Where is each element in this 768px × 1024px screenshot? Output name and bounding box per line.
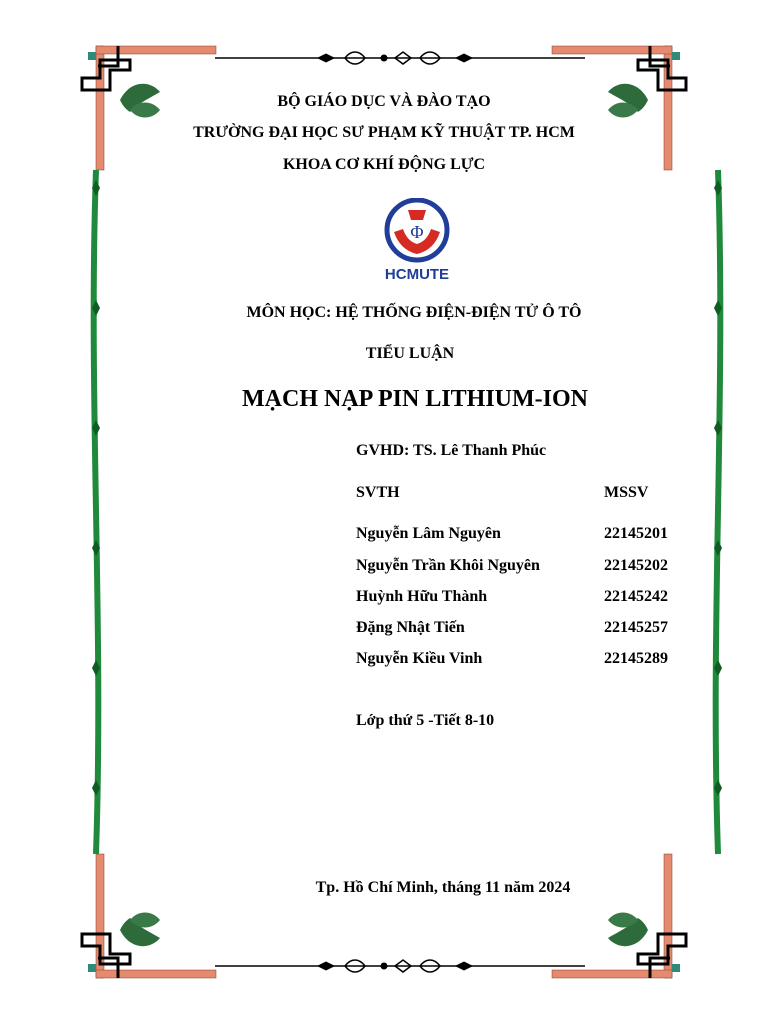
ministry-heading: BỘ GIÁO DỤC VÀ ĐÀO TẠO — [277, 93, 491, 110]
student-name: Đặng Nhật Tiến — [356, 619, 465, 636]
logo-symbol: Φ — [410, 222, 424, 242]
subject-line: MÔN HỌC: HỆ THỐNG ĐIỆN-ĐIỆN TỬ Ô TÔ — [246, 304, 582, 321]
students-header-id: MSSV — [604, 484, 649, 501]
class-info: Lớp thứ 5 -Tiết 8-10 — [356, 712, 495, 729]
university-heading: TRƯỜNG ĐẠI HỌC SƯ PHẠM KỸ THUẬT TP. HCM — [193, 124, 575, 141]
bottom-ornament — [215, 960, 585, 972]
advisor-line: GVHD: TS. Lê Thanh Phúc — [356, 442, 547, 459]
student-name: Nguyễn Trần Khôi Nguyên — [356, 557, 540, 574]
student-id: 22145201 — [604, 525, 668, 542]
corner-bottom-left — [82, 854, 216, 978]
student-id: 22145289 — [604, 650, 668, 667]
right-vine — [714, 170, 722, 854]
place-date: Tp. Hồ Chí Minh, tháng 11 năm 2024 — [315, 879, 571, 896]
document-type: TIỂU LUẬN — [365, 345, 455, 362]
hcmute-logo — [382, 198, 452, 286]
left-vine — [92, 170, 100, 854]
student-id: 22145257 — [604, 619, 668, 636]
corner-bottom-right — [552, 854, 686, 978]
student-name: Nguyễn Lâm Nguyên — [356, 525, 501, 542]
student-id: 22145242 — [604, 588, 668, 605]
student-id: 22145202 — [604, 557, 668, 574]
students-header-name: SVTH — [356, 484, 400, 501]
student-name: Huỳnh Hữu Thành — [356, 588, 488, 605]
logo-text: HCMUTE — [384, 266, 450, 283]
document-title: MẠCH NẠP PIN LITHIUM-ION — [242, 386, 588, 412]
faculty-heading: KHOA CƠ KHÍ ĐỘNG LỰC — [282, 156, 486, 173]
top-ornament — [215, 52, 585, 64]
student-name: Nguyễn Kiều Vinh — [356, 650, 483, 667]
